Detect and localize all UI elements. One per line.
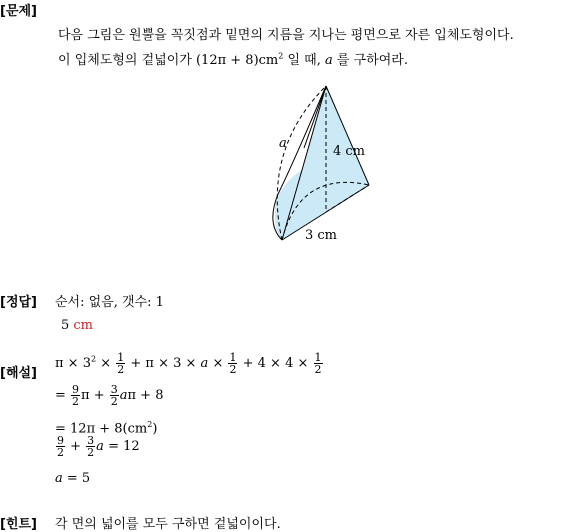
squared-exponent: 2 xyxy=(278,51,284,61)
l2-part-b: π + xyxy=(81,388,109,403)
problem-line-2-end: 를 구하여라. xyxy=(332,53,408,68)
l4-frac-1: $\frac{9}{2}$ xyxy=(57,434,64,459)
l1-frac-1: $\frac{1}{2}$ xyxy=(117,351,125,376)
l1-part-a: π × 3 xyxy=(55,356,91,371)
label-a: a xyxy=(279,136,287,151)
hint-text: 각 면의 넓이를 모두 구하면 겉넓이이다. xyxy=(55,517,281,532)
solution-label: [해설] xyxy=(0,366,37,381)
l5-var-a: a xyxy=(55,471,63,486)
solution-line-1 xyxy=(55,352,324,375)
l1-part-d: × xyxy=(208,356,228,371)
problem-line-2-post: 일 때, xyxy=(283,53,325,68)
l2-part-c: π + 8 xyxy=(127,388,164,403)
problem-line-2-pre: 이 입체도형의 겉넓이가 (12 xyxy=(58,53,218,68)
l4-var-a: a xyxy=(96,439,104,454)
l5-text: = 5 xyxy=(62,471,91,486)
l2-frac-1: $\frac{9}{2}$ xyxy=(72,383,80,408)
solution-line-2 xyxy=(55,384,163,407)
problem-line-2-mid: + 8)cm xyxy=(226,53,279,68)
solution-line-4 xyxy=(55,435,140,458)
l1-frac-2: $\frac{1}{2}$ xyxy=(229,351,237,376)
answer-unit: cm xyxy=(73,318,94,333)
l1-sup: 2 xyxy=(90,354,97,364)
l3-text: = 12π + 8(cm xyxy=(55,421,148,437)
l2-frac-2: $\frac{3}{2}$ xyxy=(110,383,118,408)
l1-part-c: + π × 3 × xyxy=(126,356,201,371)
problem-line-1: 다음 그림은 원뿔을 꼭짓점과 밑면의 지름을 지나는 평면으로 자른 입체도형이다. xyxy=(58,28,514,43)
l1-var-a: a xyxy=(200,356,209,371)
answer-value xyxy=(61,318,93,333)
answer-number: 5 xyxy=(61,318,74,333)
pi-symbol: π xyxy=(217,53,227,68)
l2-part-a: = xyxy=(55,388,71,403)
l4-part-a: + xyxy=(66,439,86,454)
l3-end: ) xyxy=(152,421,158,437)
l4-part-b: = 12 xyxy=(103,439,140,454)
problem-label: [문제] xyxy=(0,4,37,19)
l4-frac-2: $\frac{3}{2}$ xyxy=(87,434,95,459)
label-height: 4 cm xyxy=(333,144,366,159)
answer-label: [정답] xyxy=(0,295,37,310)
hint-label: [힌트] xyxy=(0,517,37,532)
l3-sup: 2 xyxy=(147,420,153,429)
l2-var-a: a xyxy=(119,388,128,403)
label-radius: 3 cm xyxy=(305,228,338,243)
l1-frac-3: $\frac{1}{2}$ xyxy=(314,351,322,376)
l1-part-b: × xyxy=(96,356,116,371)
solution-line-5 xyxy=(55,471,90,486)
solution-line-3 xyxy=(55,420,157,436)
answer-meta: 순서: 없음, 갯수: 1 xyxy=(55,295,164,310)
problem-line-2 xyxy=(58,49,408,68)
l1-part-e: + 4 × 4 × xyxy=(238,356,313,371)
variable-a: a xyxy=(325,53,333,68)
half-cone-figure xyxy=(265,78,380,248)
